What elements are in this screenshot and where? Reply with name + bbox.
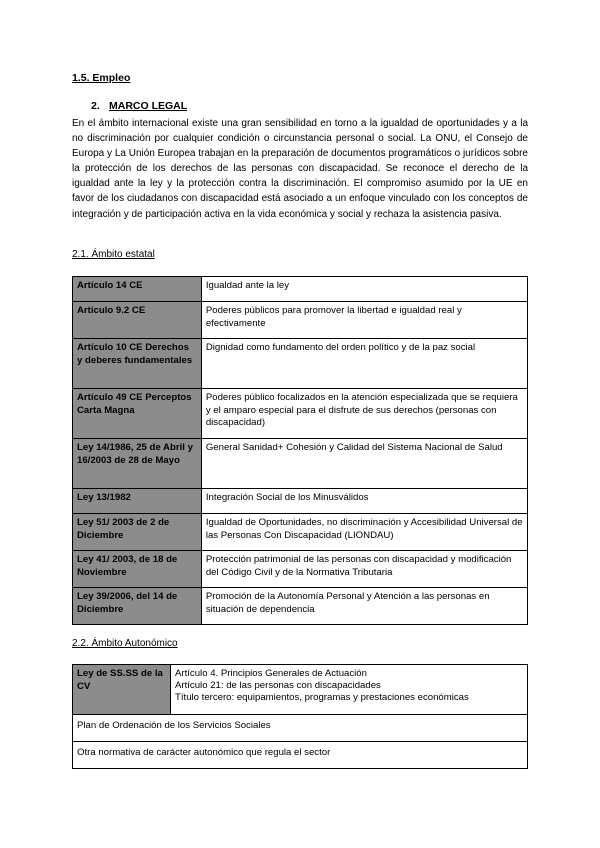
law-cell: Artículo 9.2 CE xyxy=(73,302,202,339)
table-row xyxy=(73,339,528,389)
table-row xyxy=(73,389,528,439)
desc-line: Artículo 21: de las personas con discapacidades xyxy=(175,679,381,691)
table-row xyxy=(73,715,528,742)
intro-paragraph: En el ámbito internacional existe una gran sensibilidad en torno a la igualdad de oportunidades y a la no discriminación por cualquier condición o circunstancia personal o social. La ONU, el Consejo de Europa y La Unión Europea trabajan en la preparación de documentos programáticos o jurídicos sobre la protección de los derechos de las personas con discapacidad. Se reconoce el derecho de la igualdad ante la ley y la protección contra la discriminación. El compromiso asumido por la UE en favor de los ciudadanos con discapacidad está asociado a un enfoque vinculado con los conceptos de integración y de participación activa en la vida económica y social y rechaza la asistencia pasiva. xyxy=(72,118,528,220)
marco-number: 2. xyxy=(91,100,100,112)
table-row xyxy=(73,665,528,715)
autonomico-heading: 2.2. Ámbito Autonómico xyxy=(72,638,178,649)
desc-line: Título tercero: equipamientos, programas y prestaciones económicas xyxy=(175,691,469,703)
table-row xyxy=(73,277,528,302)
autonomico-table xyxy=(72,664,528,769)
otra-normativa-cell: Otra normativa de carácter autonómico que regula el sector xyxy=(73,742,528,769)
desc-cell: Igualdad ante la ley xyxy=(201,277,527,302)
desc-cell: Poderes público focalizados en la atención especializada que se requiera y el amparo especial para el disfrute de sus derechos (personas con discapacidad) xyxy=(201,389,527,439)
marco-legal-heading xyxy=(91,100,187,112)
law-cell: Ley 41/ 2003, de 18 de Noviembre xyxy=(73,551,202,588)
desc-line: Artículo 4. Principios Generales de Actuación xyxy=(175,668,367,679)
desc-cell: Protección patrimonial de las personas con discapacidad y modificación del Código Civil y de la Normativa Tributaria xyxy=(201,551,527,588)
estatal-heading: 2.1. Ámbito estatal xyxy=(72,249,155,260)
law-cell: Ley 13/1982 xyxy=(73,489,202,514)
law-cell: Ley 51/ 2003 de 2 de Diciembre xyxy=(73,514,202,551)
desc-cell: Integración Social de los Minusválidos xyxy=(201,489,527,514)
desc-cell: General Sanidad+ Cohesión y Calidad del Sistema Nacional de Salud xyxy=(201,439,527,489)
table-row xyxy=(73,514,528,551)
desc-cell: Promoción de la Autonomía Personal y Atención a las personas en situación de dependencia xyxy=(201,588,527,625)
section-heading: 1.5. Empleo xyxy=(72,72,131,84)
law-cell: Artículo 14 CE xyxy=(73,277,202,302)
law-cell: Artículo 10 CE Derechos y deberes fundamentales xyxy=(73,339,202,389)
desc-cell xyxy=(171,665,528,715)
table-row xyxy=(73,588,528,625)
desc-cell: Poderes públicos para promover la libertad e igualdad real y efectivamente xyxy=(201,302,527,339)
law-cell: Ley 39/2006, del 14 de Diciembre xyxy=(73,588,202,625)
marco-title: MARCO LEGAL xyxy=(109,100,188,112)
table-row xyxy=(73,742,528,769)
desc-cell: Igualdad de Oportunidades, no discriminación y Accesibilidad Universal de las Personas Con Discapacidad (LIONDAU) xyxy=(201,514,527,551)
estatal-table xyxy=(72,276,528,625)
table-row xyxy=(73,302,528,339)
table-row xyxy=(73,489,528,514)
plan-cell: Plan de Ordenación de los Servicios Sociales xyxy=(73,715,528,742)
table-row xyxy=(73,439,528,489)
law-cell: Ley 14/1986, 25 de Abril y 16/2003 de 28 de Mayo xyxy=(73,439,202,489)
desc-cell: Dignidad como fundamento del orden político y de la paz social xyxy=(201,339,527,389)
law-cell: Ley de SS.SS de la CV xyxy=(73,665,171,715)
table-row xyxy=(73,551,528,588)
law-cell: Artículo 49 CE Perceptos Carta Magna xyxy=(73,389,202,439)
